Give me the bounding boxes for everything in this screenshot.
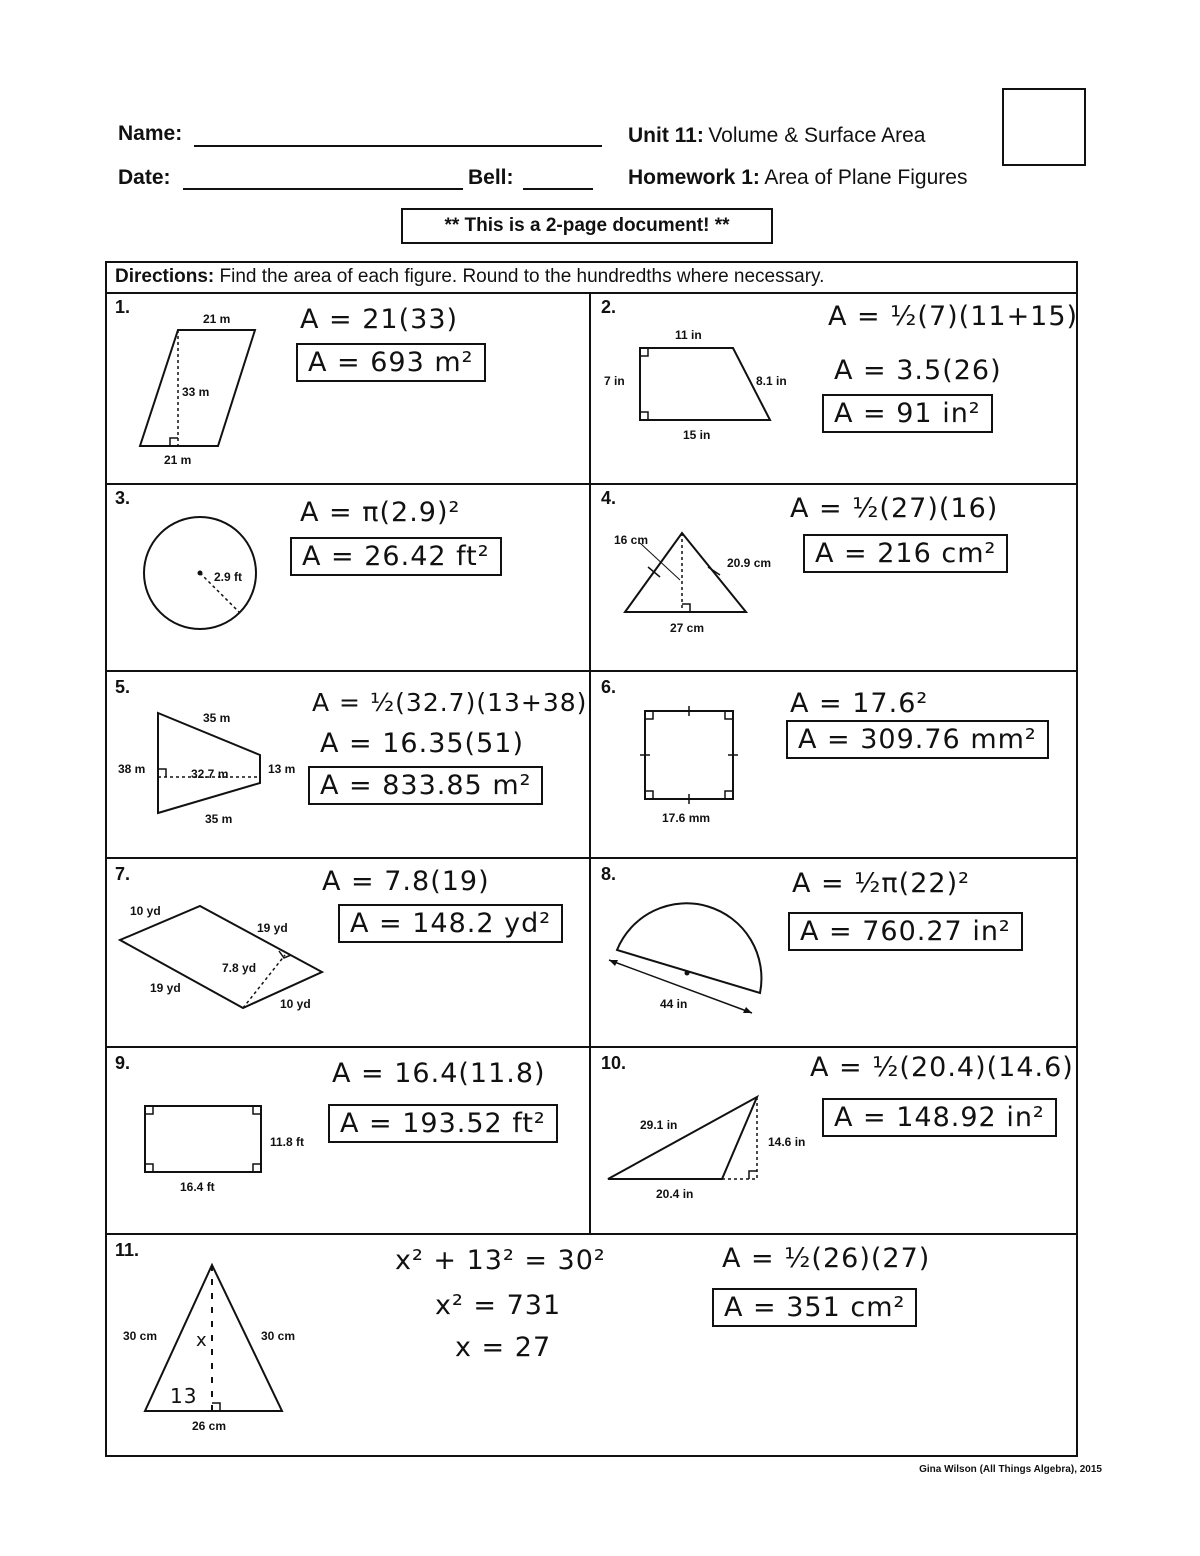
problem-8-work-1: A = ½π(22)² [792, 868, 970, 899]
problem-4-height-label: 16 cm [614, 533, 649, 547]
problem-4-work-1: A = ½(27)(16) [790, 493, 999, 524]
problem-1-height-label: 33 m [182, 385, 210, 399]
problem-5-work-1: A = ½(32.7)(13+38) [312, 688, 588, 717]
problem-10-answer: A = 148.92 in² [822, 1098, 1057, 1137]
problem-2-work-1: A = ½(7)(11+15) [828, 301, 1079, 332]
copyright-footer: Gina Wilson (All Things Algebra), 2015 [919, 1464, 1102, 1475]
problem-10-hypotenuse-label: 29.1 in [640, 1118, 678, 1132]
problem-11-right-label: 30 cm [261, 1329, 296, 1343]
problem-3-number: 3. [115, 488, 131, 508]
homework-label: Homework 1: [628, 166, 760, 189]
problem-10-triangle [605, 1092, 765, 1187]
two-page-notice: ** This is a 2-page document! ** [401, 208, 773, 244]
problem-8-diameter-label: 44 in [660, 997, 688, 1011]
problem-3-answer: A = 26.42 ft² [290, 537, 502, 576]
problem-5-work-2: A = 16.35(51) [320, 728, 524, 759]
problem-11-work-4: A = ½(26)(27) [722, 1243, 931, 1274]
problem-2-bottom-label: 15 in [683, 428, 711, 442]
problem-5-height-label: 32.7 m [191, 767, 229, 781]
problem-2-work-2: A = 3.5(26) [834, 355, 1002, 386]
problem-11-half-base-label: 13 [170, 1384, 198, 1408]
problem-1-work-1: A = 21(33) [300, 304, 459, 335]
problem-8-number: 8. [601, 864, 617, 884]
problem-5-top-label: 35 m [203, 711, 231, 725]
date-label: Date: [118, 166, 171, 189]
unit-title: Volume & Surface Area [708, 124, 926, 147]
problem-11-work-1: x² + 13² = 30² [395, 1245, 606, 1276]
problem-9-height-label: 11.8 ft [270, 1135, 305, 1149]
problem-6-work-1: A = 17.6² [790, 688, 929, 719]
problem-5-answer: A = 833.85 m² [308, 766, 543, 805]
problem-2-left-label: 7 in [604, 374, 625, 388]
problem-11-answer: A = 351 cm² [712, 1288, 917, 1327]
problem-9-work-1: A = 16.4(11.8) [332, 1058, 546, 1089]
problem-2-top-label: 11 in [675, 328, 702, 342]
problem-4-number: 4. [601, 488, 617, 508]
problem-6-square [635, 705, 745, 805]
problem-11-left-label: 30 cm [123, 1329, 158, 1343]
problem-4-answer: A = 216 cm² [803, 534, 1008, 573]
problem-6-answer: A = 309.76 mm² [786, 720, 1049, 759]
problem-5-left-label: 38 m [118, 762, 146, 776]
problem-11-work-2: x² = 731 [435, 1290, 562, 1321]
bell-label: Bell: [468, 166, 514, 189]
problem-7-height-label: 7.8 yd [222, 961, 257, 975]
problem-1-number: 1. [115, 297, 131, 317]
problem-7-number: 7. [115, 864, 131, 884]
problem-5-number: 5. [115, 677, 131, 697]
problem-9-rectangle [140, 1100, 270, 1180]
homework-title: Area of Plane Figures [764, 166, 968, 189]
directions [115, 266, 824, 288]
problem-2-number: 2. [601, 297, 617, 317]
problem-2-right-label: 8.1 in [756, 374, 787, 388]
problem-8-semicircle [605, 890, 770, 1020]
problem-7-side-d-label: 10 yd [280, 997, 311, 1011]
problem-7-side-c-label: 19 yd [150, 981, 181, 995]
problem-10-number: 10. [601, 1053, 627, 1073]
problem-11-x-label: x [196, 1330, 208, 1351]
problem-5-bottom-label: 35 m [205, 812, 233, 826]
problem-6-number: 6. [601, 677, 617, 697]
name-label: Name: [118, 122, 183, 145]
problem-7-answer: A = 148.2 yd² [338, 904, 563, 943]
problem-5-right-label: 13 m [268, 762, 296, 776]
problem-7-side-a-label: 10 yd [130, 904, 161, 918]
problem-6-side-label: 17.6 mm [662, 811, 711, 825]
problem-1-top-label: 21 m [203, 312, 231, 326]
problem-10-height-label: 14.6 in [768, 1135, 806, 1149]
problem-8-answer: A = 760.27 in² [788, 912, 1023, 951]
problem-4-base-label: 27 cm [670, 621, 705, 635]
problem-9-number: 9. [115, 1053, 131, 1073]
problem-1-bottom-label: 21 m [164, 453, 192, 467]
problem-10-work-1: A = ½(20.4)(14.6) [810, 1052, 1074, 1083]
problem-9-width-label: 16.4 ft [180, 1180, 215, 1194]
problem-4-side-label: 20.9 cm [727, 556, 772, 570]
problem-11-work-3: x = 27 [455, 1332, 552, 1363]
problem-3-circle [140, 515, 265, 640]
problem-1-answer: A = 693 m² [296, 343, 486, 382]
problem-7-work-1: A = 7.8(19) [322, 866, 490, 897]
problem-9-answer: A = 193.52 ft² [328, 1104, 558, 1143]
unit-label: Unit 11: [628, 124, 704, 147]
problem-11-base-label: 26 cm [192, 1419, 227, 1433]
problem-3-radius-label: 2.9 ft [214, 570, 243, 584]
problem-3-work-1: A = π(2.9)² [300, 497, 461, 528]
problem-2-answer: A = 91 in² [822, 394, 993, 433]
problem-7-side-b-label: 19 yd [257, 921, 288, 935]
directions-text: Find the area of each figure. Round to the hundredths where necessary. [219, 266, 825, 287]
problem-10-base-label: 20.4 in [656, 1187, 694, 1201]
directions-label: Directions: [115, 266, 215, 287]
problem-11-number: 11. [115, 1240, 140, 1260]
